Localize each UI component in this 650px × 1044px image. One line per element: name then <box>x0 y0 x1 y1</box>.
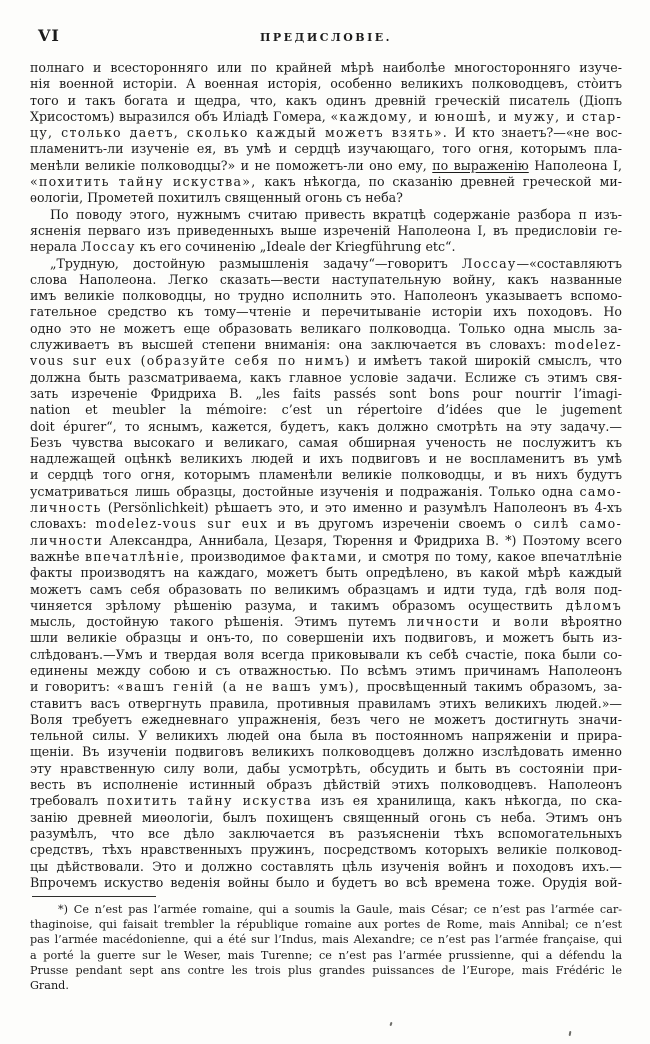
text-line <box>30 598 622 614</box>
text-line <box>30 239 622 255</box>
letterspaced-text: Лоссау <box>80 239 136 255</box>
text-line <box>30 158 622 174</box>
paragraph <box>30 207 622 256</box>
text-line <box>30 60 622 76</box>
text-line <box>30 696 622 712</box>
letterspaced-text: о силѣ само- <box>514 516 622 532</box>
text-segment: занію древней миѳологіи, былъ похищенъ священный огонь съ неба. Этимъ онъ <box>30 809 622 825</box>
text-line <box>30 141 622 157</box>
text-line <box>30 109 622 125</box>
text-line <box>30 207 622 223</box>
text-line <box>30 516 622 532</box>
text-segment: и сердцѣ того огня, которымъ пламенѣли великіе полководцы, и въ нихъ будутъ <box>30 467 622 483</box>
text-segment: тельной силы. У великихъ людей она была въ постоянномъ напряженіи и прира- <box>30 728 622 744</box>
text-segment: полнаго и всесторонняго или по крайней мѣрѣ наиболѣе многосторонняго изуче- <box>30 60 622 75</box>
text-segment: производимое <box>185 548 291 564</box>
text-segment: и въ другомъ изреченіи своемъ <box>268 516 515 532</box>
footnote-block <box>30 896 622 993</box>
text-segment: требовалъ <box>30 793 107 809</box>
text-line <box>30 875 622 891</box>
text-segment: средствъ, тѣхъ нравственныхъ пружинъ, посредствомъ которыхъ великіе полковод- <box>30 842 622 858</box>
text-segment: важнѣе <box>30 548 85 564</box>
text-line <box>30 190 622 206</box>
letterspaced-text: впечатлѣніе, <box>84 548 186 564</box>
text-line <box>30 793 622 809</box>
text-line <box>30 647 622 663</box>
underlined-text: по выраженію <box>432 157 529 173</box>
text-segment: и имѣетъ такой широкій смыслъ, что <box>350 353 622 369</box>
text-segment: thaginoise, qui faisait trembler la république romaine aux portes de Rome, mais Annibal; ce n’est <box>30 918 622 932</box>
text-line <box>30 842 622 858</box>
text-segment: нерала <box>30 239 81 255</box>
footnote-separator <box>32 896 156 897</box>
text-line <box>30 744 622 760</box>
page-body <box>30 60 622 891</box>
paragraph <box>30 60 622 207</box>
letterspaced-text: личности <box>30 532 104 548</box>
text-segment: должна быть разсматриваема, какъ главное условіе задачи. Еслиже съ этимъ свя- <box>30 369 622 385</box>
text-line <box>30 932 622 947</box>
letterspaced-text: фактами, <box>290 548 363 564</box>
text-line <box>30 402 622 418</box>
page-number: VI <box>38 26 60 45</box>
text-line <box>30 728 622 744</box>
text-line <box>30 500 622 516</box>
text-line <box>30 978 622 993</box>
text-line <box>30 76 622 92</box>
running-head: ПРЕДИСЛОВІЕ. <box>260 31 392 44</box>
letterspaced-text: похитить тайну искуства <box>106 793 313 809</box>
text-segment: усматриваться лишь образцы, достойные изученія и подражанія. Только одна <box>30 483 580 499</box>
text-segment: И кто знаетъ?—«не вос- <box>448 125 622 141</box>
text-segment: слова Наполеона. Легко сказать—вести наступательную войну, какъ названные <box>30 271 622 287</box>
text-line <box>30 353 622 369</box>
text-line <box>30 663 622 679</box>
text-line <box>30 256 622 272</box>
scan-artifact <box>389 1022 392 1026</box>
text-segment: По поводу этого, нужнымъ считаю привесть вкратцѣ содержаніе разбора п изъ- <box>50 206 622 222</box>
text-segment: мысль, достойную такого рѣшенія. Этимъ путемъ <box>30 614 407 630</box>
text-line <box>30 125 622 141</box>
text-segment: слѣдованъ.—Умъ и твердая воля всегда приковывали къ себѣ счастіе, пока были со- <box>30 646 622 662</box>
text-segment: разумѣлъ, что все дѣло заключается въ разъясненіи тѣхъ вспомогательныхъ <box>30 825 622 841</box>
text-segment: pas l’armée macédonienne, qui a été sur l’Indus, mais Alexandre; ce n’est pas l’armée française, qui <box>30 933 622 947</box>
text-segment: весть въ исполненіе истинный образъ дѣйствій этихъ полководцевъ. Наполеонъ <box>30 777 622 793</box>
text-segment: *) Ce n’est pas l’armée romaine, qui a soumis la Gaule, mais César; ce n’est pas l’armée car- <box>58 903 622 916</box>
text-segment: факты производятъ на каждаго, можетъ быть опредѣлено, въ какой мѣрѣ каждый <box>30 565 622 581</box>
text-line <box>30 963 622 978</box>
text-segment: чиняется зрѣлому рѣшенію разума, и такимъ образомъ осуществить <box>30 597 566 613</box>
text-line <box>30 272 622 288</box>
text-segment: Хрисостомъ) выразился объ Иліадѣ Гомера, <box>30 108 331 124</box>
letterspaced-text: само- <box>579 483 622 499</box>
text-line <box>30 419 622 435</box>
text-line <box>30 304 622 320</box>
text-line <box>30 174 622 190</box>
text-line <box>30 435 622 451</box>
text-segment: a porté la guerre sur le Weser, mais Turenne; ce n’est pas l’armée prussienne, qui a défendu la <box>30 948 622 962</box>
text-segment: пламенитъ-ли изученіе ея, въ умѣ и сердцѣ изучающаго, того огня, которымъ пла- <box>30 141 622 157</box>
text-segment: зать изреченіе Фридриха В. <box>30 385 256 401</box>
letterspaced-text: Лоссау <box>461 255 517 271</box>
text-segment: doit épurer“, то яснымъ, кажется, будетъ, какъ должно смотрѣть на эту задачу.— <box>30 418 622 434</box>
text-segment: просвѣщенный такимъ образомъ, за- <box>360 679 622 695</box>
text-segment: „Трудную, достойную размышленія задачу“—говоритъ <box>50 255 462 271</box>
text-line <box>30 467 622 483</box>
text-line <box>30 386 622 402</box>
text-segment: надлежащей оцѣнкѣ великихъ людей и ихъ подвиговъ и не воспламенитъ въ умѣ <box>30 451 622 467</box>
letterspaced-text: «вашъ геній (а не вашъ умъ), <box>116 679 361 695</box>
text-segment: изъ ея хранилища, какъ нѣкогда, по ска- <box>312 793 622 809</box>
text-segment: какъ нѣкогда, по сказанію древней греческой ми- <box>256 174 622 190</box>
scan-artifact <box>569 1031 572 1036</box>
text-line <box>30 337 622 353</box>
letterspaced-text: дѣломъ <box>565 597 622 613</box>
text-segment: эту нравственную силу воли, дабы усмотрѣть, обсудить и быть въ состояніи при- <box>30 760 622 776</box>
text-segment: „les faits passés sont bons pour nourrir l’imagi- <box>255 385 622 401</box>
text-segment: можетъ самъ себя образовать по великимъ образцамъ и идти туда, гдѣ воля под- <box>30 581 622 597</box>
text-line <box>30 288 622 304</box>
text-line <box>30 826 622 842</box>
text-segment: Александра, Аннибала, Цезаря, Тюрення и Фридриха В. *) Поэтому всего <box>103 532 622 548</box>
text-line <box>30 549 622 565</box>
text-line <box>30 630 622 646</box>
letterspaced-text: «похитить тайну искуства», <box>30 174 257 190</box>
text-segment: Prusse pendant sept ans contre les trois plus grandes puissances de l’Europe, mais Frédéric le <box>30 963 622 977</box>
text-line <box>30 451 622 467</box>
footnote-lines <box>30 902 622 993</box>
text-line <box>30 533 622 549</box>
text-line <box>30 712 622 728</box>
text-line <box>30 859 622 875</box>
text-segment: одно это не можетъ еще образовать великаго полководца. Только одна мысль за- <box>30 320 622 336</box>
letterspaced-text: modelez- <box>554 337 622 353</box>
text-segment: цы дѣйствовали. Это и должно составлять цѣль изученія войнъ и походовъ ихъ.— <box>30 858 622 874</box>
text-line <box>30 582 622 598</box>
text-line <box>30 902 622 917</box>
letterspaced-text: modelez-vous sur eux <box>95 516 269 532</box>
text-segment: и говоритъ: <box>30 679 117 695</box>
text-line <box>30 93 622 109</box>
text-line <box>30 565 622 581</box>
text-segment: нія военной исторіи. А военная исторія, особенно великихъ полководцевъ, сто̀итъ <box>30 76 622 92</box>
text-segment: (Persönlichkeit) рѣшаетъ это, и это именно и разумѣлъ Наполеонъ въ 4-хъ <box>101 500 622 516</box>
text-segment: —«составляютъ <box>516 255 622 271</box>
paragraph <box>30 256 622 892</box>
text-segment: имъ великіе полководцы, но трудно исполнить это. Наполеонъ указываетъ вспомо- <box>30 288 622 304</box>
text-line <box>30 223 622 239</box>
text-segment: и смотря по тому, какое впечатлѣніе <box>362 548 622 564</box>
text-segment: Наполеона I, <box>528 157 622 173</box>
text-segment: единены между собою и съ отважностью. По всѣмъ этимъ причинамъ Наполеонъ <box>30 662 622 678</box>
text-line <box>30 679 622 695</box>
letterspaced-text: «каждому, и юношѣ, и мужу, и стар- <box>330 108 622 124</box>
text-segment: щеніи. Въ изученіи подвиговъ великихъ полководцевъ должно изслѣдовать именно <box>30 744 622 760</box>
text-segment: словахъ: <box>30 516 96 532</box>
text-line <box>30 810 622 826</box>
text-line <box>30 321 622 337</box>
text-segment: Воля требуетъ ежедневнаго упражненія, безъ чего не можетъ достигнуть значи- <box>30 711 622 727</box>
text-line <box>30 777 622 793</box>
text-line <box>30 370 622 386</box>
text-segment: того и такъ богата и щедра, что, какъ одинъ древній греческій писатель (Діопъ <box>30 92 622 108</box>
text-segment: служиваетъ въ высшей степени вниманія: она заключается въ словахъ: <box>30 337 555 353</box>
text-line <box>30 761 622 777</box>
text-segment: гательное средство къ тому—чтеніе и перечитываніе исторіи ихъ походовъ. Но <box>30 304 622 320</box>
text-segment: Grand. <box>30 978 69 992</box>
text-segment: ѳологіи, Прометей похитилъ священный огонь съ неба? <box>30 190 403 206</box>
text-segment: nation et meubler la mémoire: c’est un répertoire d’idées que le jugement <box>30 402 622 418</box>
text-line <box>30 917 622 932</box>
letterspaced-text: личности и воли <box>406 614 550 630</box>
text-segment: менѣли великіе полководцы?» и не поможетъ-ли оно ему, <box>30 157 433 173</box>
text-segment: Впрочемъ искуство веденія войны было и будетъ во всѣ времена тоже. Орудія вой- <box>30 874 622 890</box>
text-line <box>30 614 622 630</box>
text-segment: вѣроятно <box>549 614 622 630</box>
letterspaced-text: личность <box>30 500 102 516</box>
text-segment: Безъ чувства высокаго и великаго, самая обширная ученость не послужитъ къ <box>30 434 622 450</box>
text-segment: ставитъ васъ отвергнуть правила, противныя правиламъ этихъ великихъ людей.»— <box>30 695 622 711</box>
text-segment: къ его сочиненію „Ideale der Kriegführung etc“. <box>135 239 456 255</box>
text-segment: ясненія перваго изъ приведенныхъ выше изреченій Наполеона I, въ предисловіи ге- <box>30 222 622 238</box>
letterspaced-text: цу, столько даетъ, сколько каждый можетъ взять». <box>30 125 449 141</box>
text-line <box>30 948 622 963</box>
text-line <box>30 484 622 500</box>
letterspaced-text: vous sur eux (образуйте себя по нимъ) <box>30 353 351 369</box>
text-segment: шли великіе образцы и онъ-то, по совершеніи ихъ подвиговъ, и можетъ быть из- <box>30 630 622 646</box>
